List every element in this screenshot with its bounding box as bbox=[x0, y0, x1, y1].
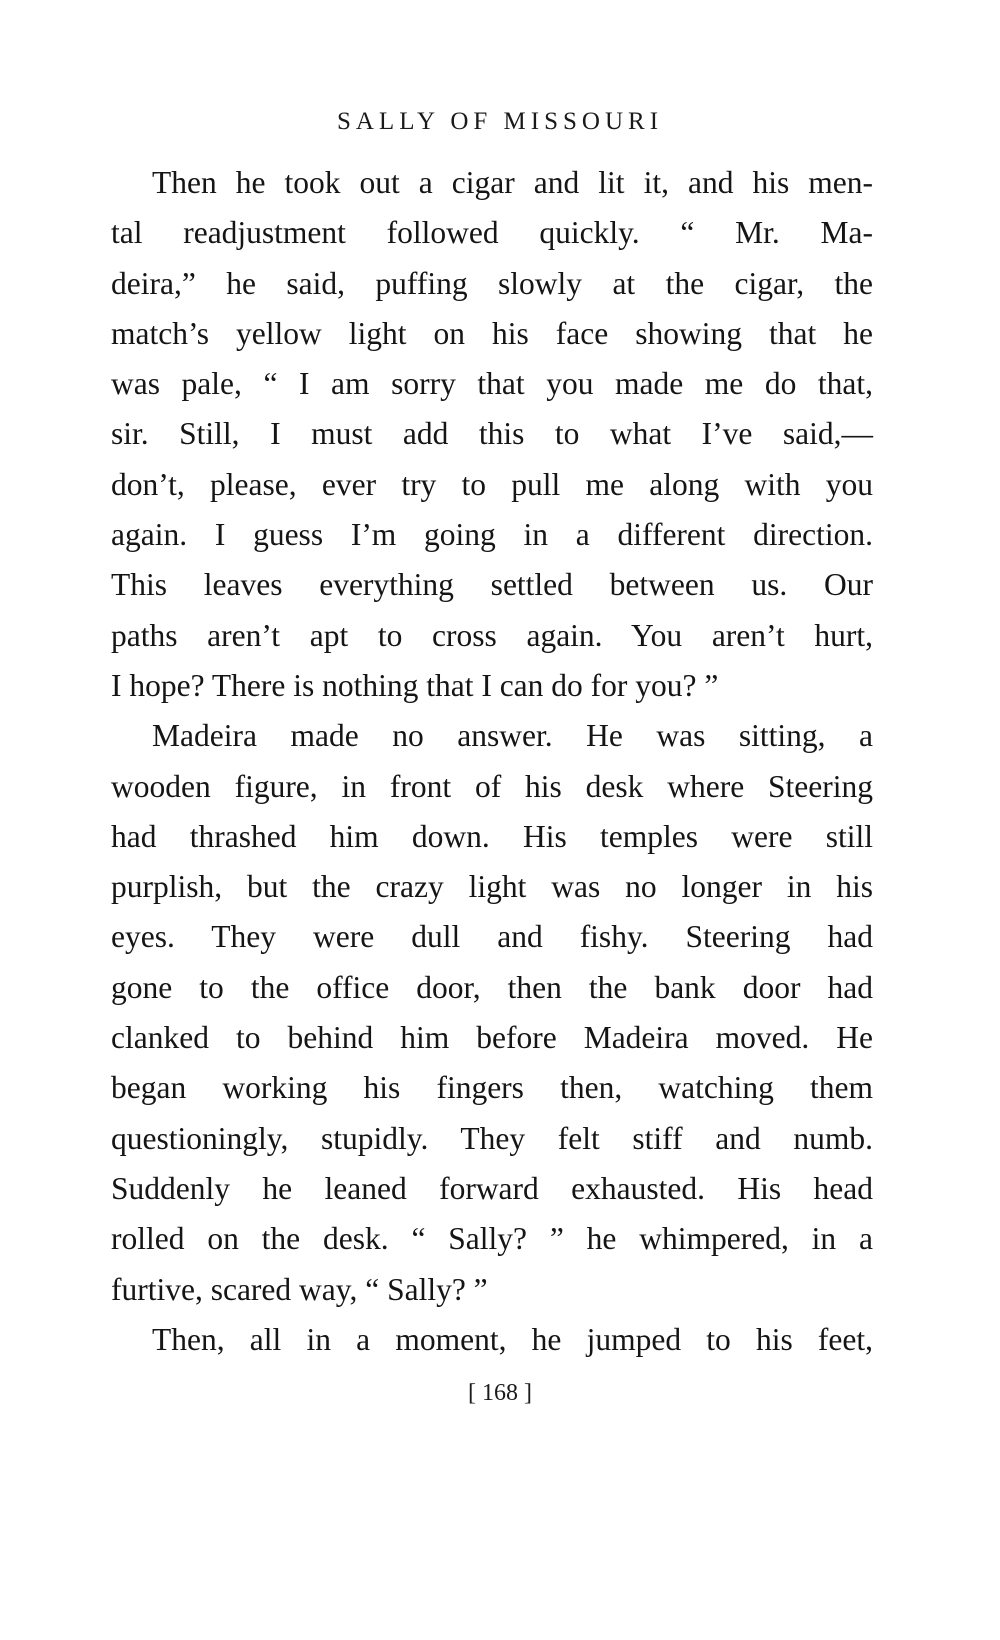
text-line: paths aren’t apt to cross again. You aren’t hurt, bbox=[111, 617, 873, 653]
text-line: don’t, please, ever try to pull me along with you bbox=[111, 466, 873, 502]
text-line: Then, all in a moment, he jumped to his feet, bbox=[152, 1321, 873, 1357]
text-line: Madeira made no answer. He was sitting, a bbox=[152, 718, 873, 754]
text-line: eyes. They were dull and fishy. Steering had bbox=[111, 919, 873, 955]
text-line: rolled on the desk. “ Sally? ” he whimpered, in a bbox=[111, 1221, 873, 1257]
text-line: had thrashed him down. His temples were still bbox=[111, 818, 873, 854]
body-text bbox=[111, 158, 873, 1365]
text-line: tal readjustment followed quickly. “ Mr. Ma- bbox=[111, 215, 873, 251]
running-head: SALLY OF MISSOURI bbox=[336, 108, 664, 135]
text-line: questioningly, stupidly. They felt stiff and numb. bbox=[111, 1120, 873, 1156]
text-line: sir. Still, I must add this to what I’ve said,— bbox=[111, 416, 873, 452]
text-line: was pale, “ I am sorry that you made me do that, bbox=[111, 366, 873, 402]
text-line: Suddenly he leaned forward exhausted. His head bbox=[111, 1170, 873, 1206]
page-number: [ 168 ] bbox=[468, 1380, 532, 1406]
text-line: began working his fingers then, watching them bbox=[111, 1070, 873, 1106]
text-line: wooden figure, in front of his desk where Steering bbox=[111, 768, 873, 804]
text-line: gone to the office door, then the bank door had bbox=[111, 969, 873, 1005]
text-line: furtive, scared way, “ Sally? ” bbox=[111, 1271, 488, 1307]
text-line: again. I guess I’m going in a different direction. bbox=[111, 517, 873, 553]
text-line: This leaves everything settled between us. Our bbox=[111, 567, 873, 603]
text-line: Then he took out a cigar and lit it, and his men- bbox=[152, 165, 873, 200]
text-line: purplish, but the crazy light was no longer in his bbox=[111, 869, 873, 905]
text-line: match’s yellow light on his face showing that he bbox=[111, 315, 873, 351]
text-line: I hope? There is nothing that I can do for you? ” bbox=[111, 667, 719, 703]
text-line: deira,” he said, puffing slowly at the cigar, the bbox=[111, 265, 873, 301]
text-line: clanked to behind him before Madeira moved. He bbox=[111, 1020, 873, 1056]
